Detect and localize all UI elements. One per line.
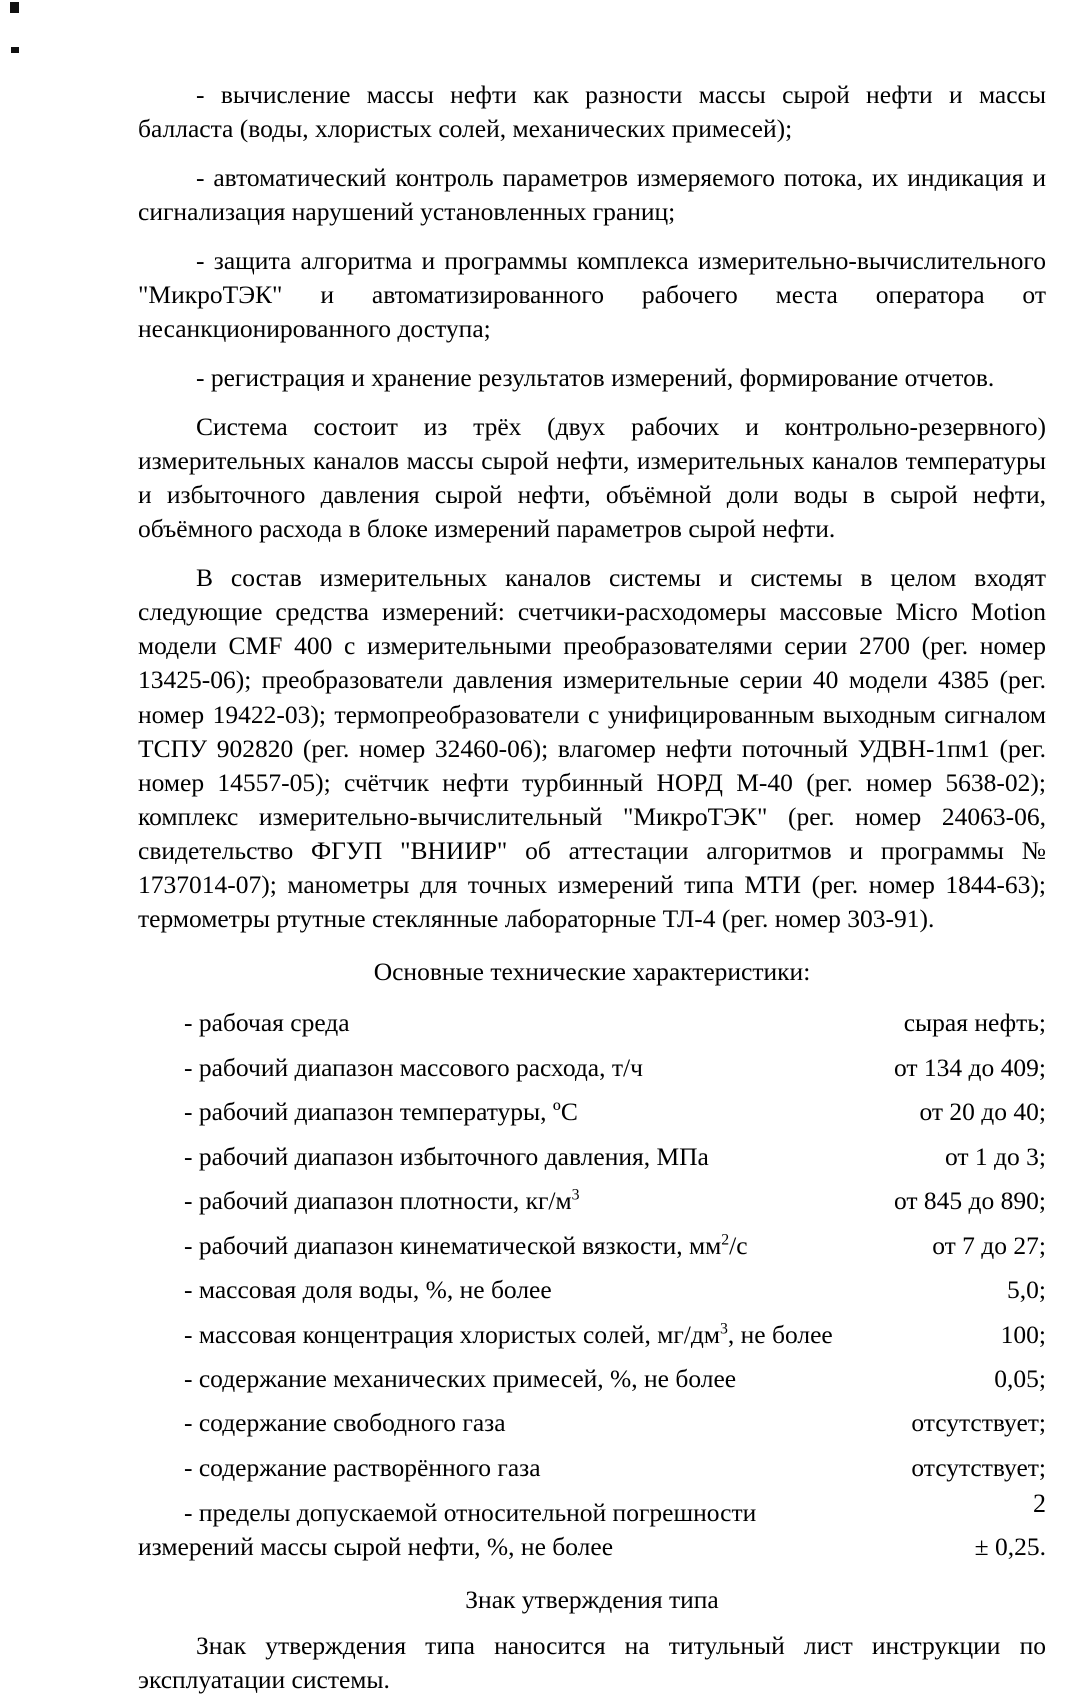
spec-label-line2: измерений массы сырой нефти, %, не более (138, 1531, 614, 1561)
bullet-paragraph-registration-storage: - регистрация и хранение результатов измерений, формирование отчетов. (196, 363, 995, 393)
spec-label: - рабочий диапазон кинематической вязкости, $мм^2/с$ (184, 1230, 748, 1260)
spec-value: от 20 до 40; (919, 1097, 1046, 1127)
spec-row (184, 1445, 1046, 1489)
spec-value: 0,05; (994, 1363, 1046, 1393)
approval-mark-heading: Знак утверждения типа (465, 1584, 719, 1614)
spec-label: - содержание механических примесей, %, не более (184, 1363, 737, 1393)
spec-label: - рабочий диапазон температуры, ºС (184, 1097, 578, 1127)
spec-row (184, 1134, 1046, 1178)
spec-row (184, 1223, 1046, 1267)
spec-label: - содержание свободного газа (184, 1408, 506, 1438)
spec-row-measurement-error (138, 1490, 1046, 1564)
spec-value: отсутствует; (911, 1408, 1046, 1438)
bullet-paragraph-algorithm-protection: - защита алгоритма и программы комплекса измерительно-вычислительного "МикроТЭК" и автоматизированного рабочего места оператора от несанкционированного доступа; (138, 246, 1046, 344)
paragraph-approval-mark: Знак утверждения типа наносится на титульный лист инструкции по эксплуатации системы. (138, 1630, 1046, 1694)
scan-artifact-speck (10, 2, 19, 13)
spec-row (184, 1312, 1046, 1356)
superscript: 3 (720, 1320, 728, 1338)
paragraph-measuring-instruments: В состав измерительных каналов системы и системы в целом входят следующие средства измерений: счетчики-расходомеры массовые Micro Motion модели CMF 400 с измерительными преобразователями серии 2700 (рег. номер 13425-06); преобразователи давления измерительные серии 40 модели 4385 (рег. номер 19422-03); термопреобразователи с унифицированным выходным сигналом ТСПУ 902820 (рег. номер 32460-06); влагомер нефти поточный УДВН-1пм1 (рег. номер 14557-05); счётчик нефти турбинный НОРД М-40 (рег. номер 5638-02); комплекс измерительно-вычислительный "МикроТЭК" (рег. номер 24063-06, свидетельство ФГУП "ВНИИР" об аттестации алгоритмов и программы № 1737014-07); манометры для точных измерений типа МТИ (рег. номер 1844-63); термометры ртутные стеклянные лабораторные ТЛ-4 (рег. номер 303-91). (138, 563, 1046, 933)
spec-value: ± 0,25. (974, 1531, 1046, 1561)
spec-row (184, 1401, 1046, 1445)
spec-row (184, 1268, 1046, 1312)
spec-value: от 7 до 27; (932, 1230, 1046, 1260)
spec-label-line1: - пределы допускаемой относительной погрешности (184, 1497, 757, 1527)
scan-artifact-speck (11, 47, 19, 53)
bullet-paragraph-mass-calculation: - вычисление массы нефти как разности массы сырой нефти и массы балласта (воды, хлористых солей, механических примесей); (138, 80, 1046, 144)
spec-row (184, 1001, 1046, 1045)
bullet-paragraph-automatic-control: - автоматический контроль параметров измеряемого потока, их индикация и сигнализация нарушений установленных границ; (138, 163, 1046, 227)
spec-row (184, 1045, 1046, 1089)
spec-label: - рабочая среда (184, 1008, 350, 1038)
paragraph-system-composition: Система состоит из трёх (двух рабочих и контрольно-резервного) измерительных каналов массы сырой нефти, измерительных каналов температуры и избыточного давления сырой нефти, объёмной доли воды в сырой нефти, объёмного расхода в блоке измерений параметров сырой нефти. (138, 412, 1046, 544)
spec-label: - рабочий диапазон избыточного давления, МПа (184, 1141, 709, 1171)
spec-row (184, 1090, 1046, 1134)
page-content (138, 78, 1046, 1697)
spec-label: - рабочий диапазон плотности, $кг/м^3$ (184, 1186, 580, 1216)
spec-label: - массовая доля воды, %, не более (184, 1275, 552, 1305)
spec-value: от 1 до 3; (945, 1141, 1046, 1171)
technical-specifications-list (184, 1001, 1046, 1490)
spec-value: сырая нефть; (903, 1008, 1046, 1038)
spec-row (184, 1179, 1046, 1223)
spec-value: 5,0; (1007, 1275, 1046, 1305)
spec-label: - содержание растворённого газа (184, 1452, 541, 1482)
spec-value: 100; (1000, 1319, 1046, 1349)
specs-heading: Основные технические характеристики: (373, 956, 811, 986)
superscript: 2 (721, 1231, 730, 1249)
spec-value: от 845 до 890; (894, 1186, 1046, 1216)
spec-value: от 134 до 409; (894, 1052, 1046, 1082)
spec-value: отсутствует; (911, 1452, 1046, 1482)
superscript: 3 (571, 1186, 580, 1204)
spec-label: - массовая концентрация хлористых солей, $мг/дм^3$, не более (184, 1319, 833, 1349)
spec-label: - рабочий диапазон массового расхода, т/ч (184, 1052, 643, 1082)
spec-row (184, 1356, 1046, 1400)
page-number: 2 (1033, 1489, 1046, 1518)
